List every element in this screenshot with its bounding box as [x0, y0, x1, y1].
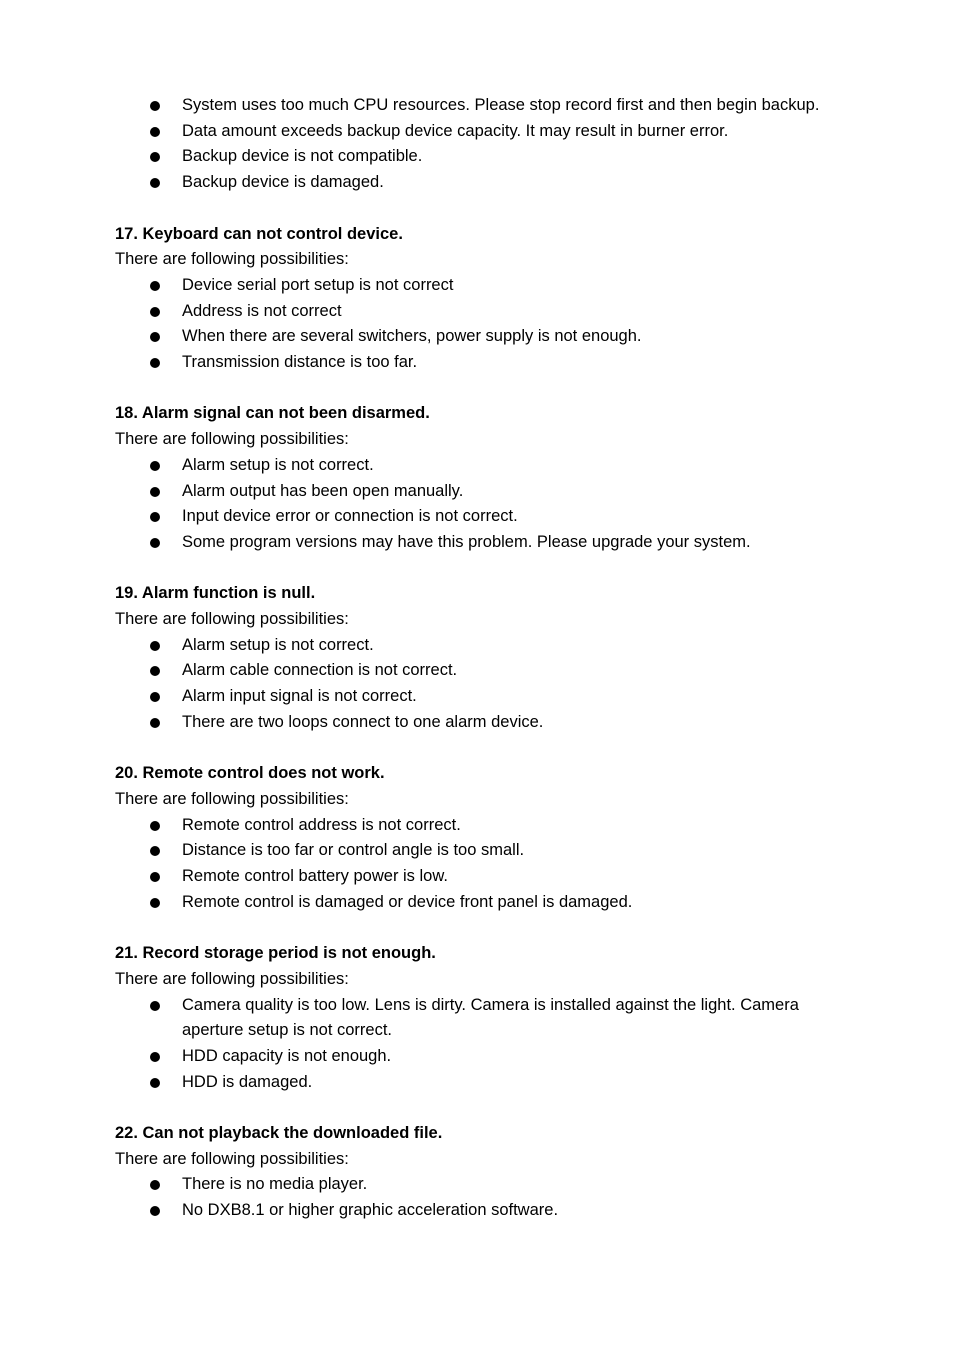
section-18 — [115, 401, 855, 555]
section-17 — [115, 222, 855, 376]
section-heading: 22. Can not playback the downloaded file. — [115, 1124, 443, 1143]
bullet-icon — [150, 332, 160, 342]
list-item — [115, 350, 855, 376]
list-item — [115, 633, 855, 659]
list-item — [115, 890, 855, 916]
section-heading: 17. Keyboard can not control device. — [115, 224, 403, 243]
list-item — [115, 710, 855, 736]
section-19 — [115, 581, 855, 735]
bullet-icon — [150, 487, 160, 497]
section-heading: 18. Alarm signal can not been disarmed. — [115, 404, 430, 423]
bullet-icon — [150, 641, 160, 651]
bullet-icon — [150, 512, 160, 522]
section-intro: There are following possibilities: — [115, 430, 349, 449]
list-item-text: Some program versions may have this problem. Please upgrade your system. — [182, 532, 751, 551]
list-item-text: Remote control battery power is low. — [182, 867, 448, 886]
bullet-icon — [150, 1206, 160, 1216]
list-item — [115, 1044, 855, 1070]
bullet-icon — [150, 281, 160, 291]
bullet-list — [115, 813, 855, 916]
list-item-text: Alarm output has been open manually. — [182, 481, 464, 500]
section-heading: 20. Remote control does not work. — [115, 764, 385, 783]
leading-bullet-list — [115, 93, 855, 196]
bullet-icon — [150, 307, 160, 317]
bullet-icon — [150, 1001, 160, 1011]
list-item-text: There is no media player. — [182, 1175, 368, 1194]
bullet-icon — [150, 1078, 160, 1088]
list-item-text: Input device error or connection is not correct. — [182, 507, 518, 526]
bullet-list — [115, 993, 855, 1096]
section-intro: There are following possibilities: — [115, 1149, 349, 1168]
bullet-icon — [150, 461, 160, 471]
section-21 — [115, 941, 855, 1095]
bullet-icon — [150, 178, 160, 188]
bullet-icon — [150, 666, 160, 676]
list-item-text: Alarm setup is not correct. — [182, 455, 374, 474]
list-item — [115, 1198, 855, 1224]
list-item-text: Alarm setup is not correct. — [182, 635, 374, 654]
list-item — [115, 813, 855, 839]
section-heading: 19. Alarm function is null. — [115, 584, 316, 603]
list-item — [115, 1070, 855, 1096]
bullet-icon — [150, 898, 160, 908]
bullet-icon — [150, 718, 160, 728]
section-intro: There are following possibilities: — [115, 789, 349, 808]
bullet-icon — [150, 152, 160, 162]
list-item-text: System uses too much CPU resources. Please stop record first and then begin backup. — [182, 96, 820, 114]
bullet-icon — [150, 846, 160, 856]
list-item-text: Data amount exceeds backup device capacity. It may result in burner error. — [182, 121, 729, 140]
list-item — [115, 504, 855, 530]
list-item — [115, 530, 855, 556]
list-item-text: Alarm cable connection is not correct. — [182, 661, 458, 680]
list-item-text: When there are several switchers, power supply is not enough. — [182, 327, 642, 346]
bullet-icon — [150, 872, 160, 882]
list-item — [115, 119, 855, 145]
list-item — [115, 170, 855, 196]
list-item-text: HDD capacity is not enough. — [182, 1046, 392, 1065]
bullet-icon — [150, 821, 160, 831]
list-item — [115, 453, 855, 479]
bullet-icon — [150, 692, 160, 702]
section-22 — [115, 1121, 855, 1224]
list-item-text: No DXB8.1 or higher graphic acceleration software. — [182, 1201, 559, 1220]
list-item — [115, 299, 855, 325]
list-item-text: Device serial port setup is not correct — [182, 275, 454, 294]
list-item — [115, 144, 855, 170]
list-item — [115, 479, 855, 505]
list-item — [115, 993, 855, 1044]
list-item-text: HDD is damaged. — [182, 1072, 313, 1091]
list-item — [115, 658, 855, 684]
list-item — [115, 324, 855, 350]
section-intro: There are following possibilities: — [115, 969, 349, 988]
list-item-text: Remote control is damaged or device front panel is damaged. — [182, 892, 633, 911]
bullet-icon — [150, 101, 160, 111]
list-item-text: Address is not correct — [182, 301, 342, 320]
section-intro: There are following possibilities: — [115, 610, 349, 629]
bullet-list — [115, 1172, 855, 1223]
list-item-text: Alarm input signal is not correct. — [182, 687, 417, 706]
section-intro: There are following possibilities: — [115, 250, 349, 269]
list-item — [115, 838, 855, 864]
bullet-list — [115, 633, 855, 736]
list-item-text: Distance is too far or control angle is too small. — [182, 841, 525, 860]
section-20 — [115, 761, 855, 915]
list-item — [115, 864, 855, 890]
list-item — [115, 93, 855, 119]
list-item-text: Backup device is not compatible. — [182, 147, 423, 166]
bullet-icon — [150, 538, 160, 548]
list-item — [115, 273, 855, 299]
bullet-icon — [150, 358, 160, 368]
bullet-list — [115, 273, 855, 376]
bullet-list — [115, 453, 855, 556]
bullet-icon — [150, 127, 160, 137]
list-item-text: Camera quality is too low. Lens is dirty. Camera is installed against the light. Camera aperture setup is not correct. — [182, 995, 799, 1040]
list-item — [115, 1172, 855, 1198]
bullet-icon — [150, 1180, 160, 1190]
list-item-text: Remote control address is not correct. — [182, 815, 461, 834]
page-content — [115, 93, 855, 1224]
bullet-icon — [150, 1052, 160, 1062]
list-item-text: Transmission distance is too far. — [182, 353, 418, 372]
list-item-text: Backup device is damaged. — [182, 173, 384, 192]
list-item — [115, 684, 855, 710]
section-heading: 21. Record storage period is not enough. — [115, 944, 436, 963]
list-item-text: There are two loops connect to one alarm device. — [182, 712, 544, 731]
